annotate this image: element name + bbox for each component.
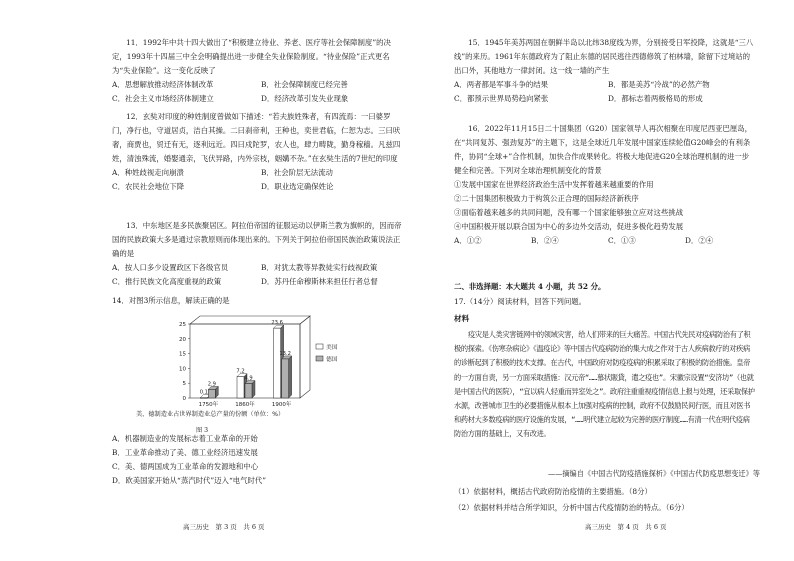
question-13-stem: 13．中东地区是多民族聚居区。阿拉伯帝国的征服运动以伊斯兰教为旗帜的，因而帝国的民族政策大多是通过宗教原则而体现出来的。下列关于阿拉伯帝国民族治政策说法正确的是 [112, 221, 402, 258]
question-14-options [112, 432, 404, 488]
material-body: 疫灾是人类灾害链网中的领域灾害，给人们带来的巨大痛苦。中国古代先民对疫病防治有了积极的探索。《伤寒杂病论》《温疫论》等中国古代疫病防治的集大成之作对于古人疾病救疗的对疾病的诊断起到了积极的技术支撑。在古代，中国政府对防疫疫病的积累采取了积极的防治措施。皇帝的一方面自责，另一方面采取措施：汉元帝“……慕状賑貸，遣之疫也”。宋徽宗设置“安济坊”（也就是中国古代的医院），“宜以病人轻重而异室处之”。政府注重重视疫情信息上报与处理，还采取保护水源，改善城市卫生的必要措施从根本上加强对疫病的控制，政府不仅鼓励民间行医，而且对医书和药材大多数疫病的医疗设施的发展，“……明代建立起较为完善的医疗制度……有清一代在明代疫病防治方面的基础上，又有改进。 [454, 330, 755, 439]
q16-option-b[interactable]: B．②④ [531, 236, 559, 245]
sub-question-2: （2）依据材料并结合所学知识，分析中国古代疫情防治的特点。（6分） [454, 503, 689, 512]
q16-option-c[interactable]: C．①③ [608, 236, 636, 245]
bar-美国-1750年 [200, 398, 207, 399]
question-11 [112, 36, 404, 106]
right-page [397, 0, 794, 561]
legend-swatch [316, 356, 323, 361]
bar-value-label: 2.9 [207, 381, 216, 388]
y-tick-label: 25 [179, 322, 186, 328]
q11-option-a[interactable]: A．思想解放推动经济体制改革 [112, 80, 214, 89]
q14-option-b[interactable]: B．工业革命推动了美、德工业经济迅速发展 [112, 448, 258, 457]
sub-question-1: （1）依据材料，概括古代政府防治疫情的主要措施。（8分） [454, 487, 652, 496]
q16-item-2: ②二十国集团积极致力于构筑公正合理的国际经济新秩序 [454, 194, 639, 203]
bar-side-face [252, 380, 255, 398]
q11-option-c[interactable]: C．社会主义市场经济体制建立 [112, 94, 214, 103]
q13-option-d[interactable]: D．苏丹任命穆斯林来担任行者总督 [261, 277, 378, 286]
y-tick-label: 0 [182, 396, 186, 402]
question-12-stem: 12．玄奘对印度的种姓制度曾做如下描述：“若夫族姓殊者，有四流焉：一曰婆罗门，净行也，守道居贞，洁白其操。二曰刹帝利，王种也，奕世君临，仁恕为志。三曰吠奢，商贾也，贸迁有无，逐利远近。四曰戍陀罗，农人也，肆力畴陇，勤身稼穑。凡兹四姓，清浊殊流，婚娶通亲，飞伏异路，内外宗枝，姻媾不杂。”在玄奘生活的7世纪的印度 [112, 112, 401, 163]
q14-option-c[interactable]: C．美、德两国成为工业革命的发源地和中心 [112, 462, 259, 471]
y-tick-label: 10 [179, 366, 186, 373]
material-source: ——摘编自《中国古代防疫措施探析》《中国古代防疫思想变迁》等 [547, 469, 760, 478]
q12-option-c[interactable]: C．农民社会地位下降 [112, 182, 185, 191]
question-16-stem: 16．2022年11月15日二十国集团（G20）国家领导人再次相聚在印度尼西亚巴厘岛，在“共同复苏、强劲复苏”的主题下，这是全球近几年发展中国家连续轮值G20峰会的有利条件，协同“全球+”合作机制，加快合作成果转化。将极大地促进G20全球治理机制的进一步健全和完善。下列对全球治理机制变化的背景 [454, 124, 753, 175]
figure-caption: 美、德制造业占世界制造业总产量的份额（单位：%） [136, 411, 285, 418]
question-13 [112, 219, 404, 289]
q16-item-3: ③面临着越来越多的共同问题，没有哪一个国家能够独立应对这些挑战 [454, 208, 684, 217]
bar-美国-1860年 [237, 377, 244, 398]
q15-option-d[interactable]: D．都标志着两极格局的形成 [608, 94, 703, 103]
bar-德国-1750年 [208, 389, 215, 398]
q16-item-4: ④中国积极开展以联合国为中心的多边外交活动，促进多极化趋势发展 [454, 222, 684, 231]
question-15 [454, 36, 756, 106]
x-category-label: 1750年 [198, 402, 219, 408]
y-tick-label: 20 [179, 336, 186, 343]
question-17-intro: 17.（14分）阅读材料，回答下列问题。 [454, 297, 587, 306]
y-tick-label: 5 [182, 381, 186, 388]
q12-option-a[interactable]: A．种姓歧视走向崩溃 [112, 168, 184, 177]
question-14-stem: 14．对图3所示信息，解读正确的是 [112, 296, 230, 305]
right-page-footer: 高三历史 第 4 页 共 6 页 [585, 523, 667, 531]
bar-美国-1900年 [274, 328, 281, 398]
q16-item-1: ①发展中国家在世界经济政治生活中发挥着越来越重要的作用 [454, 180, 654, 189]
figure-3-bar-chart [150, 310, 360, 408]
q12-option-d[interactable]: D．职业选定确保姓论 [261, 182, 334, 191]
q14-option-d[interactable]: D．欧美国家开始从“蒸汽时代”迈入“电气时代” [112, 476, 267, 485]
bar-side-face [289, 356, 292, 398]
material-title: 材料 [454, 314, 470, 323]
question-11-stem: 11．1992年中共十四大做出了“积极建立待业、养老、医疗等社会保障制度”的决定，1993年十四届三中全会明确提出进一步健全失业保险制度。“待业保险”正式更名为“失业保险”。这一变化反映了 [112, 38, 391, 75]
q15-option-a[interactable]: A．两者都是军事斗争的结果 [454, 80, 549, 89]
x-category-label: 1860年 [235, 402, 255, 408]
question-16 [454, 122, 756, 248]
q14-option-a[interactable]: A．机器制造业的发展标志着工业革命的开始 [112, 434, 258, 443]
bar-德国-1900年 [282, 359, 289, 398]
q13-option-a[interactable]: A．按人口多少设置政区下各级官员 [112, 263, 229, 272]
q13-option-c[interactable]: C．推行民族文化高度重视的政策 [112, 277, 222, 286]
figure-label: 图 3 [196, 427, 209, 434]
x-category-label: 1900年 [271, 402, 292, 408]
q16-option-a[interactable]: A．①② [454, 236, 482, 245]
y-tick-label: 15 [179, 351, 186, 358]
q15-option-c[interactable]: C．都预示世界局势趋向紧张 [454, 94, 549, 103]
left-page-footer: 高三历史 第 3 页 共 6 页 [183, 523, 265, 531]
q15-option-b[interactable]: B．都是美苏“冷战”的必然产物 [608, 80, 710, 89]
question-15-stem: 15．1945年美苏两国在朝鲜半岛以北纬38度线为界，分别接受日军投降，这就是“三八线”的来历。1961年东德政府为了阻止东德的居民逃往西德修筑了柏林墙，除留下过境站的出口外，其他地方一律封闭。这一线一墙的产生 [454, 38, 754, 75]
bar-value-label: 13.2 [279, 350, 291, 357]
q13-option-b[interactable]: B．对犹太教等异教徒实行歧视政策 [261, 263, 378, 272]
bar-value-label: 7.2 [236, 368, 245, 375]
bar-value-label: 0.1 [199, 389, 208, 396]
q16-option-d[interactable]: D．②④ [685, 236, 714, 245]
q11-option-d[interactable]: D．经济改革引发失业现象 [261, 94, 349, 103]
question-12 [112, 110, 404, 194]
section-2-heading: 二、非选择题：本大题共 4 小题，共 52 分。 [454, 282, 606, 291]
bar-value-label: 23.6 [271, 320, 283, 327]
legend-label: 美国 [326, 345, 338, 351]
bar-德国-1860年 [245, 383, 252, 398]
q12-option-b[interactable]: B．社会阶层无法流动 [261, 168, 333, 177]
legend-swatch [316, 344, 323, 349]
bar-value-label: 4.9 [244, 375, 253, 382]
q11-option-b[interactable]: B．社会保障制度已经完善 [261, 80, 348, 89]
legend-label: 德国 [326, 357, 338, 363]
